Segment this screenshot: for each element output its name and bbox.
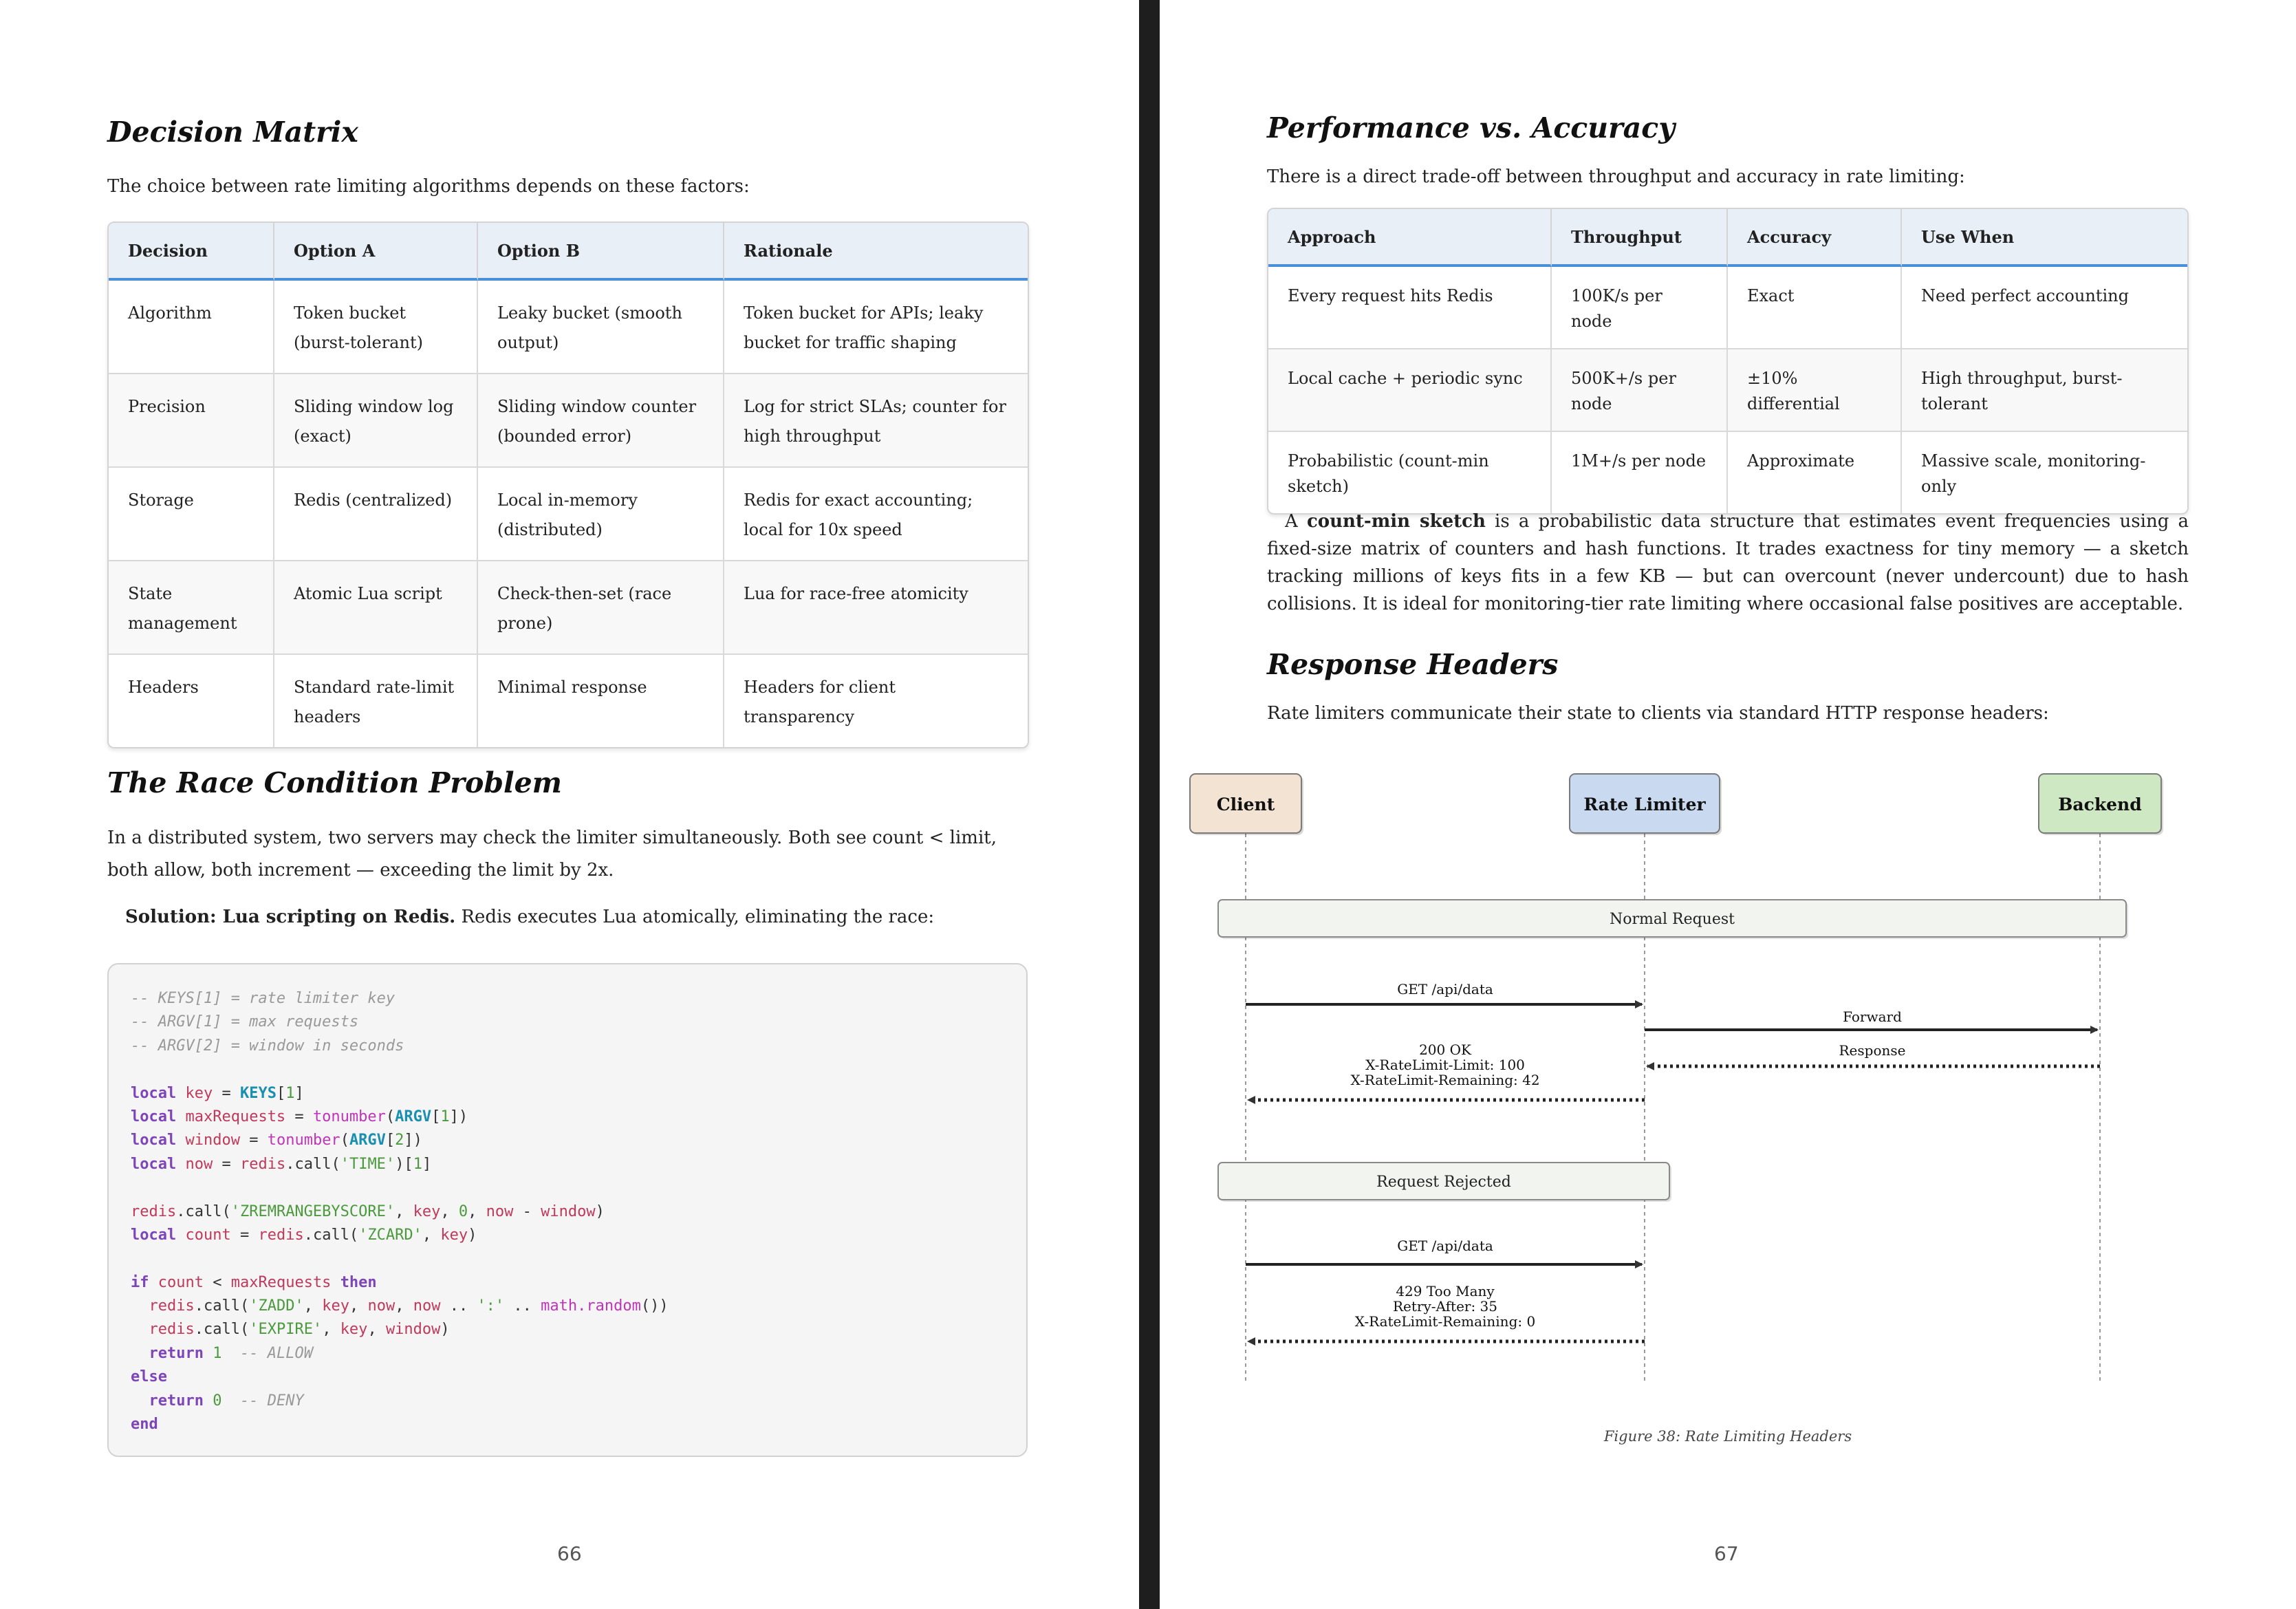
code-token: now [413,1297,441,1315]
figure-caption: Figure 38: Rate Limiting Headers [1603,1428,1852,1445]
code-token: ARGV [395,1108,432,1125]
code-token [149,1274,158,1291]
code-token: < [203,1273,231,1291]
page-number: 66 [557,1542,582,1565]
code-line [131,1390,1004,1413]
page-67 [1160,0,2296,1609]
page-gutter [1139,0,1160,1609]
perf-header-throughput: Throughput [1552,209,1728,267]
code-token: .call( [194,1321,250,1339]
table-cell: Probabilistic (count-min sketch) [1268,431,1552,513]
code-line [131,1247,1004,1271]
code-token: , [468,1202,486,1220]
table-row [109,281,1028,373]
code-token: now [185,1155,213,1173]
code-token: 'TIME' [340,1155,396,1173]
code-token: -- KEYS[1] = rate limiter key [131,990,396,1007]
code-line [131,1342,1004,1365]
code-token: 0 [458,1202,468,1220]
message-label: Retry-After: 35 [1392,1298,1498,1315]
table-cell: Storage [109,466,274,560]
code-token: ( [340,1132,349,1149]
table-cell: Token bucket for APIs; leaky bucket for traffic shaping [744,303,984,352]
code-token: ) [595,1202,605,1220]
code-token: tonumber [267,1132,340,1149]
code-token [204,1345,213,1362]
table-row [109,654,1028,747]
code-token: ]) [404,1132,422,1149]
code-line [131,1058,1004,1081]
count-min-bold: count-min sketch [1306,511,1486,532]
table-cell: 1M+/s per node [1552,431,1728,513]
table-row [109,466,1028,560]
table-row [1268,267,2187,348]
table-cell: Standard rate-limit headers [274,654,478,747]
code-token: return [149,1392,204,1410]
code-line [131,1105,1004,1129]
response-headers-intro: Rate limiters communicate their state to clients via standard HTTP response headers: [1267,703,2049,724]
code-line [131,1129,1004,1152]
code-token: .call( [194,1297,250,1315]
code-token: local [131,1155,177,1173]
code-line [131,1035,1004,1058]
code-token: redis [149,1321,195,1339]
participant-label: Rate Limiter [1583,795,1706,814]
table-row [109,373,1028,466]
participant-label: Client [1216,795,1275,814]
code-token: .. [440,1297,477,1315]
code-token: ':' [477,1297,505,1315]
code-token: -- ARGV[2] = window in seconds [131,1037,404,1055]
code-token: local [131,1084,177,1102]
table-cell: High throughput, burst-tolerant [1902,348,2187,431]
code-line [131,1011,1004,1034]
code-token: .. [504,1297,541,1315]
code-token: math.random [541,1297,641,1315]
table-row [1268,348,2187,431]
decision-matrix-heading: Decision Matrix [107,116,358,149]
code-token: maxRequests [185,1108,286,1125]
code-token: 1 [440,1108,450,1125]
code-token: local [131,1226,177,1244]
code-line [131,987,1004,1011]
code-token: ( [385,1108,396,1125]
page-number: 67 [1714,1542,1739,1565]
code-token: if [131,1273,149,1291]
code-line [131,1224,1004,1247]
code-token: )[ [395,1155,413,1173]
code-token: count [158,1273,204,1291]
code-line [131,1082,1004,1105]
performance-table [1267,208,2189,515]
code-token [176,1227,185,1244]
table-row [1268,431,2187,513]
code-token: = [230,1226,259,1244]
decision-header-option-a: Option A [274,223,478,281]
code-token: ARGV [349,1132,386,1149]
message-label: 200 OK [1419,1041,1471,1058]
code-token: redis [131,1202,177,1220]
code-line [131,1365,1004,1389]
code-token: , [395,1297,413,1315]
table-cell: Redis for exact accounting; local for 10x speed [724,466,1028,560]
code-line [131,1318,1004,1341]
code-token: local [131,1132,177,1149]
code-token: 'ZCARD' [358,1226,422,1244]
code-token: ] [422,1155,432,1173]
code-token: local [131,1108,177,1125]
code-token: window [541,1202,596,1220]
table-cell: Local cache + periodic sync [1268,348,1552,431]
code-token: 1 [285,1084,295,1102]
code-token: end [131,1416,158,1434]
code-token: = [213,1155,240,1173]
solution-bold: Solution: Lua scripting on Redis. [125,907,456,927]
code-token: redis [239,1155,286,1173]
solution-paragraph [125,901,934,933]
code-token: KEYS [239,1084,277,1102]
code-token: tonumber [312,1108,386,1125]
code-token: .call( [176,1202,231,1220]
code-token: 1 [413,1155,422,1173]
code-token [131,1345,149,1362]
code-token [331,1274,340,1291]
code-token: then [340,1273,377,1291]
code-token: 2 [395,1132,404,1149]
count-min-rest: is a probabilistic data structure that estimates event frequencies using a fixed-size matrix of counters and hash functions. It trades exactness for tiny memory — a sketch tracking millions of keys fits in a few KB — but can overcount (never undercount) due to hash collisions. It is ideal for monitoring-tier rate limiting where occasional false positives are acceptable. [1267,511,2189,614]
code-token: = [239,1132,268,1149]
code-line [131,1200,1004,1224]
decision-matrix-table [107,222,1029,748]
table-cell: Need perfect accounting [1921,286,2129,305]
code-token: key [440,1226,468,1244]
message-label: Forward [1843,1008,1902,1025]
code-token: else [131,1368,167,1386]
code-token: , [422,1226,441,1244]
table-cell: Atomic Lua script [274,560,478,654]
code-token [176,1108,185,1125]
code-token: 'ZREMRANGEBYSCORE' [230,1202,396,1220]
code-token: -- DENY [239,1392,304,1410]
code-token: [ [276,1084,286,1102]
code-token: , [349,1297,368,1315]
message-label: 429 Too Many [1396,1283,1495,1299]
code-token [176,1132,185,1149]
table-row [109,560,1028,654]
code-token: = [213,1084,240,1102]
message-label: GET /api/data [1397,981,1493,997]
code-token [204,1392,213,1410]
table-cell: Minimal response [478,654,724,747]
group-label: Request Rejected [1376,1174,1511,1191]
code-token: , [322,1321,340,1339]
code-token: ) [468,1226,477,1244]
code-token: window [385,1321,441,1339]
code-line [131,1271,1004,1295]
code-token: key [413,1202,441,1220]
code-token: ]) [449,1108,468,1125]
code-token: , [395,1202,413,1220]
code-token: now [486,1202,514,1220]
table-cell: Headers for client transparency [724,654,1028,747]
code-line [131,1413,1004,1436]
code-token: key [340,1321,368,1339]
table-cell: Exact [1728,267,1902,348]
code-token: = [285,1108,313,1125]
table-cell: Sliding window counter (bounded error) [478,373,724,466]
code-token: now [367,1297,396,1315]
race-condition-heading: The Race Condition Problem [107,766,563,799]
code-token: , [303,1297,323,1315]
code-token: return [149,1344,204,1362]
performance-heading: Performance vs. Accuracy [1267,111,1676,144]
message-label: X-RateLimit-Remaining: 42 [1350,1072,1540,1088]
code-token: window [185,1132,240,1149]
code-token: - [513,1202,541,1220]
code-token: key [185,1084,213,1102]
code-token: , [367,1321,386,1339]
perf-header-approach: Approach [1268,209,1552,267]
table-cell: Redis (centralized) [274,466,478,560]
table-cell: 100K/s per node [1552,267,1728,348]
code-line [131,1295,1004,1318]
code-token: maxRequests [230,1273,332,1291]
performance-intro: There is a direct trade-off between throughput and accuracy in rate limiting: [1267,166,1965,187]
code-token: -- ALLOW [239,1344,313,1362]
table-cell: Leaky bucket (smooth output) [478,281,724,373]
message-label: X-RateLimit-Remaining: 0 [1354,1313,1536,1330]
code-token: .call( [285,1155,340,1173]
code-token: redis [149,1297,195,1315]
participant-label: Backend [2058,795,2142,814]
table-cell: Local in-memory (distributed) [478,466,724,560]
code-line [131,1153,1004,1176]
code-token [221,1392,240,1410]
code-token [131,1392,149,1410]
message-label: X-RateLimit-Limit: 100 [1365,1057,1525,1073]
code-token: key [322,1297,349,1315]
race-condition-paragraph: In a distributed system, two servers may check the limiter simultaneously. Both see count < limit, both allow, both increment — exceeding the limit by 2x. [107,828,997,881]
table-cell: Lua for race-free atomicity [724,560,1028,654]
code-token: -- ARGV[1] = max requests [131,1013,359,1031]
table-cell: Every request hits Redis [1268,267,1552,348]
code-token: [ [431,1108,441,1125]
code-token: , [440,1202,459,1220]
count-min-paragraph [1267,508,2189,618]
message-label: Response [1839,1042,1906,1059]
perf-header-use-when: Use When [1902,209,2187,267]
code-token [176,1156,185,1173]
lua-code-block [107,963,1028,1457]
code-token: 0 [213,1392,222,1410]
decision-header-rationale: Rationale [724,223,1028,281]
sequence-diagram [1160,757,2296,1403]
decision-matrix-intro: The choice between rate limiting algorithms depends on these factors: [107,176,750,197]
code-token: redis [258,1226,304,1244]
code-token: [ [385,1132,396,1149]
table-cell: Headers [109,654,274,747]
code-token [221,1345,240,1362]
table-cell: Massive scale, monitoring-only [1902,431,2187,513]
table-cell: Sliding window log (exact) [274,373,478,466]
table-cell: 500K+/s per node [1552,348,1728,431]
table-cell: Check-then-set (race prone) [478,560,724,654]
message-label: GET /api/data [1397,1238,1493,1254]
count-min-lead: A [1285,511,1307,532]
table-cell: State management [109,560,274,654]
table-cell: Precision [109,373,274,466]
decision-header-option-b: Option B [478,223,724,281]
code-token [131,1321,149,1338]
page-66 [0,0,1139,1609]
table-cell: Log for strict SLAs; counter for high throughput [724,373,1028,466]
table-cell: Approximate [1728,431,1902,513]
code-token: .call( [303,1226,359,1244]
code-token: count [185,1226,231,1244]
code-line [131,1176,1004,1200]
table-cell: ±10% differential [1728,348,1902,431]
code-token: 'EXPIRE' [249,1321,323,1339]
table-cell: Algorithm [109,281,274,373]
code-token [176,1085,185,1102]
code-token: ()) [640,1297,669,1315]
code-token: ) [440,1321,450,1339]
solution-text: Redis executes Lua atomically, eliminating the race: [455,907,935,927]
response-headers-heading: Response Headers [1267,648,1559,681]
code-token [131,1297,149,1315]
code-token: 'ZADD' [249,1297,304,1315]
perf-header-accuracy: Accuracy [1728,209,1902,267]
table-cell: Token bucket (burst-tolerant) [274,281,478,373]
decision-header-decision: Decision [109,223,274,281]
code-token: 1 [213,1344,222,1362]
group-label: Normal Request [1609,911,1735,928]
code-token: ] [294,1084,304,1102]
